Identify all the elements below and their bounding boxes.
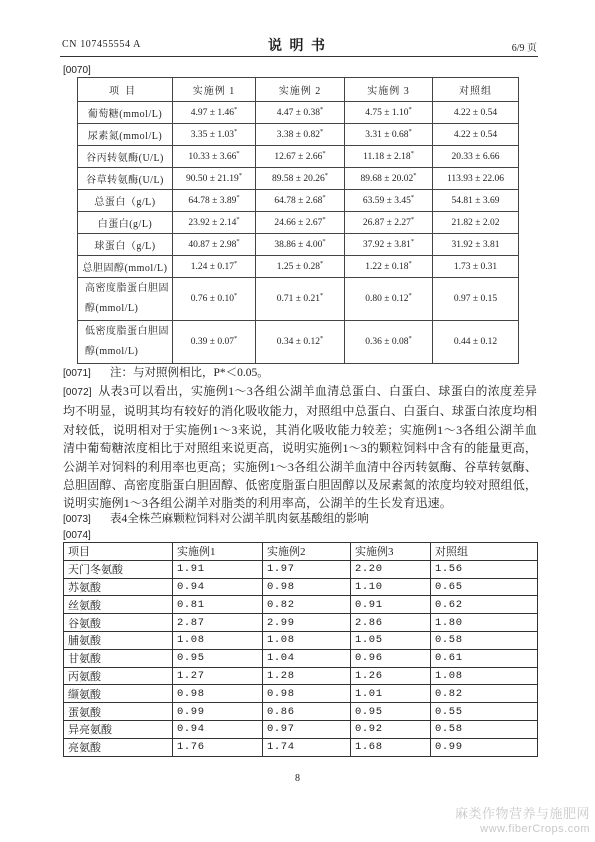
table-cell [345,124,433,146]
significance-mark: * [324,171,328,179]
row-label: 总蛋白（g/L) [78,190,173,212]
table-cell [433,102,519,124]
cell-value: 3.31 ± 0.68 [365,129,409,140]
row-label: 丙氨酸 [64,667,173,685]
table-row [64,649,538,667]
cell-value: 1.97 [263,560,351,578]
cell-value: 1.56 [431,560,538,578]
table-row [78,234,519,256]
significance-mark: * [236,215,240,223]
table-cell [256,278,345,321]
row-label: 低密度脂蛋白胆固醇(mmol/L) [78,321,173,364]
note-text: 注：与对照例相比，P*＜0.05。 [110,367,269,379]
cell-value: 0.99 [173,703,263,721]
row-label: 葡萄糖(mmol/L) [78,102,173,124]
cell-value: 0.61 [431,649,538,667]
cell-value: 0.94 [173,578,263,596]
row-label: 甘氨酸 [64,649,173,667]
cell-value: 0.81 [173,596,263,614]
significance-mark: * [408,127,412,135]
row-label: 谷氨酸 [64,614,173,632]
significance-mark: * [319,127,324,135]
cell-value: 63.59 ± 3.45 [362,195,411,206]
significance-mark: * [410,149,414,157]
watermark-url: www.fiberCrops.com [480,823,590,835]
table-cell [433,124,519,146]
table-cell [345,234,433,256]
significance-mark: * [233,259,238,267]
table-cell [173,168,256,190]
cell-value: 0.94 [173,720,263,738]
cell-value: 0.98 [263,578,351,596]
table-cell [173,190,256,212]
table-cell [433,256,519,278]
significance-mark: * [238,171,242,179]
row-label: 总胆固醇(mmol/L) [78,256,173,278]
cell-value: 1.28 [263,667,351,685]
table-cell [173,212,256,234]
table-cell [173,102,256,124]
cell-value: 2.20 [351,560,431,578]
significance-mark: * [233,291,238,299]
table-caption: 表4全株苎麻颗粒饲料对公湖羊肌肉氨基酸组的影响 [110,513,369,525]
significance-mark: * [408,334,412,342]
cell-value: 11.18 ± 2.18 [363,151,411,162]
table-row [64,596,538,614]
cell-value: 26.87 ± 2.27 [362,217,411,228]
column-header: 项目 [64,543,173,561]
paragraph-0071 [63,365,537,382]
significance-mark: * [408,291,412,299]
cell-value: 1.25 ± 0.28 [276,261,320,272]
column-header: 对照组 [433,78,519,102]
table-cell [173,278,256,321]
patent-number: CN 107455554 A [62,39,141,50]
table-row [78,124,519,146]
significance-mark: * [410,237,415,245]
table-cell [256,146,345,168]
cell-value: 0.65 [431,578,538,596]
table-cell [256,168,345,190]
significance-mark: * [322,237,326,245]
table-cell [256,212,345,234]
significance-mark: * [319,334,324,342]
column-header: 实施例 1 [173,78,256,102]
cell-value: 1.24 ± 0.17 [190,261,234,272]
paragraph-number: [0073] [63,514,91,525]
table-cell [345,146,433,168]
row-label: 蛋氨酸 [64,703,173,721]
table-cell [433,212,519,234]
cell-value: 1.74 [263,738,351,756]
row-label: 白蛋白(g/L) [78,212,173,234]
paragraph-0072 [63,382,537,513]
cell-value: 1.27 [173,667,263,685]
row-label: 亮氨酸 [64,738,173,756]
cell-value: 24.66 ± 2.67 [274,217,323,228]
table-cell [256,190,345,212]
cell-value: 0.58 [431,720,538,738]
cell-value: 64.78 ± 2.68 [274,195,323,206]
row-label: 尿素氮(mmol/L) [78,124,173,146]
cell-value: 0.98 [173,685,263,703]
cell-value: 0.62 [431,596,538,614]
cell-value: 4.22 ± 0.54 [453,107,498,118]
table-cell [173,146,256,168]
cell-value: 0.55 [431,703,538,721]
cell-value: 1.08 [173,631,263,649]
cell-value: 0.95 [173,649,263,667]
cell-value: 0.86 [263,703,351,721]
paragraph-0070 [63,63,91,77]
cell-value: 0.82 [431,685,538,703]
significance-mark: * [319,259,324,267]
table-row [64,685,538,703]
cell-value: 1.76 [173,738,263,756]
cell-value: 1.26 [351,667,431,685]
row-label: 天门冬氨酸 [64,560,173,578]
table-cell [173,321,256,364]
cell-value: 38.86 ± 4.00 [274,239,323,250]
significance-mark: * [410,193,415,201]
cell-value: 0.76 ± 0.10 [190,294,234,304]
table-row [78,256,519,278]
column-header: 实施例1 [173,543,263,561]
significance-mark: * [319,291,324,299]
cell-value: 0.36 ± 0.08 [365,337,409,347]
paragraph-0074 [63,528,91,542]
significance-mark: * [408,259,412,267]
paragraph-number: [0072] [63,387,92,398]
significance-mark: * [322,149,326,157]
cell-value: 1.10 [351,578,431,596]
row-label: 丝氨酸 [64,596,173,614]
cell-value: 20.33 ± 6.66 [451,151,500,162]
paragraph-number: [0070] [63,65,91,76]
cell-value: 3.38 ± 0.82 [276,129,320,140]
cell-value: 0.82 [263,596,351,614]
cell-value: 0.39 ± 0.07 [190,337,234,347]
table-header-row [78,78,519,102]
table-cell [256,124,345,146]
table-row [78,102,519,124]
cell-value: 1.80 [431,614,538,632]
cell-value: 1.22 ± 0.18 [365,261,409,272]
table-row [64,738,538,756]
cell-value: 89.68 ± 20.02 [360,173,414,184]
page-number: 8 [295,773,300,784]
watermark-site-name: 麻类作物营养与施肥网 [454,806,590,821]
table-row [64,720,538,738]
column-header: 对照组 [431,543,538,561]
table-cell [345,321,433,364]
cell-value: 4.75 ± 1.10 [365,107,409,118]
table-cell [433,278,519,321]
cell-value: 21.82 ± 2.02 [451,217,500,228]
paragraph-text: 从表3可以看出，实施例1～3各组公湖羊血清总蛋白、白蛋白、球蛋白的浓度差异均不明显，说明其均有较好的消化吸收能力，对照组中总蛋白、白蛋白、球蛋白浓度均相对较低，说明相对于实施例1～3来说，其消化吸收能力较差；实施例1～3各组公湖羊血清中葡萄糖浓度相比于对照组来说更高，说明实施例1～3的颗粒饲料中含有的能量更高，公湖羊对饲料的利用率也更高；实施例1～3各组公湖羊血清中谷丙转氨酶、谷草转氨酶、总胆固醇、高密度脂蛋白胆固醇、低密度脂蛋白胆固醇以及尿素氮的浓度均较对照组低，说明实施例1～3各组公湖羊对脂类的利用率高，公湖羊的生长发育迅速。 [63,384,538,511]
significance-mark: * [319,105,324,113]
cell-value: 4.47 ± 0.38 [276,107,320,118]
table-cell [173,256,256,278]
cell-value: 0.44 ± 0.12 [453,337,498,347]
cell-value: 1.73 ± 0.31 [453,261,498,272]
amino-acid-table [63,542,538,757]
cell-value: 4.22 ± 0.54 [453,129,498,140]
cell-value: 1.08 [263,631,351,649]
cell-value: 3.35 ± 1.03 [190,129,234,140]
column-header: 项目 [78,78,173,102]
cell-value: 113.93 ± 22.06 [446,173,505,184]
table-cell [256,321,345,364]
significance-mark: * [236,149,240,157]
cell-value: 2.86 [351,614,431,632]
row-label: 脯氨酸 [64,631,173,649]
significance-mark: * [233,334,238,342]
row-label: 高密度脂蛋白胆固醇(mmol/L) [78,278,173,321]
cell-value: 1.68 [351,738,431,756]
cell-value: 0.91 [351,596,431,614]
table-row [78,321,519,364]
cell-value: 89.58 ± 20.26 [272,173,325,184]
row-label: 谷草转氨酶(U/L) [78,168,173,190]
table-cell [173,124,256,146]
cell-value: 0.97 [263,720,351,738]
cell-value: 2.99 [263,614,351,632]
cell-value: 54.81 ± 3.69 [451,195,500,206]
cell-value: 4.97 ± 1.46 [190,107,234,118]
significance-mark: * [322,193,326,201]
significance-mark: * [410,215,415,223]
table-cell [345,190,433,212]
cell-value: 0.99 [431,738,538,756]
cell-value: 0.34 ± 0.12 [276,337,320,347]
watermark [455,805,590,836]
header-divider [60,56,538,57]
table-cell [433,168,519,190]
significance-mark: * [322,215,326,223]
table-cell [256,234,345,256]
table-cell [173,234,256,256]
table-cell [433,190,519,212]
page-count: 6/9 页 [511,43,537,54]
table-row [78,278,519,321]
significance-mark: * [236,193,240,201]
table-row [64,614,538,632]
cell-value: 23.92 ± 2.14 [188,217,237,228]
table-row [64,631,538,649]
significance-mark: * [413,171,417,179]
cell-value: 0.80 ± 0.12 [365,294,409,304]
cell-value: 0.98 [263,685,351,703]
cell-value: 1.01 [351,685,431,703]
significance-mark: * [233,105,238,113]
table-row [64,667,538,685]
table-row [78,146,519,168]
table-cell [345,102,433,124]
cell-value: 40.87 ± 2.98 [188,239,237,250]
cell-value: 37.92 ± 3.81 [362,239,411,250]
significance-mark: * [233,127,238,135]
cell-value: 2.87 [173,614,263,632]
table-cell [345,212,433,234]
column-header: 实施例2 [263,543,351,561]
cell-value: 10.33 ± 3.66 [188,151,237,162]
cell-value: 1.04 [263,649,351,667]
significance-mark: * [408,105,412,113]
cell-value: 90.50 ± 21.19 [186,173,239,184]
table-row [78,212,519,234]
cell-value: 1.08 [431,667,538,685]
column-header: 实施例 3 [345,78,433,102]
cell-value: 0.71 ± 0.21 [276,294,320,304]
cell-value: 1.91 [173,560,263,578]
row-label: 苏氨酸 [64,578,173,596]
table-row [78,190,519,212]
table-cell [345,278,433,321]
cell-value: 1.05 [351,631,431,649]
cell-value: 31.92 ± 3.81 [451,239,500,250]
table-row [78,168,519,190]
table-cell [256,256,345,278]
document-title: 说 明 书 [268,39,327,54]
row-label: 缬氨酸 [64,685,173,703]
table-row [64,560,538,578]
cell-value: 12.67 ± 2.66 [274,151,323,162]
table-cell [256,102,345,124]
paragraph-number: [0071] [63,368,91,379]
paragraph-number: [0074] [63,530,91,541]
cell-value: 64.78 ± 3.89 [188,195,237,206]
row-label: 球蛋白（g/L) [78,234,173,256]
row-label: 异亮氨酸 [64,720,173,738]
significance-mark: * [236,237,240,245]
table-header-row [64,543,538,561]
table-cell [345,168,433,190]
serum-indicator-table [77,77,519,364]
table-cell [433,146,519,168]
table-cell [345,256,433,278]
table-row [64,578,538,596]
row-label: 谷丙转氨酶(U/L) [78,146,173,168]
cell-value: 0.58 [431,631,538,649]
cell-value: 0.95 [351,703,431,721]
table-row [64,703,538,721]
paragraph-0073 [63,511,537,528]
cell-value: 0.92 [351,720,431,738]
table-cell [433,321,519,364]
table-cell [433,234,519,256]
column-header: 实施例 2 [256,78,345,102]
column-header: 实施例3 [351,543,431,561]
cell-value: 0.96 [351,649,431,667]
cell-value: 0.97 ± 0.15 [453,294,498,304]
